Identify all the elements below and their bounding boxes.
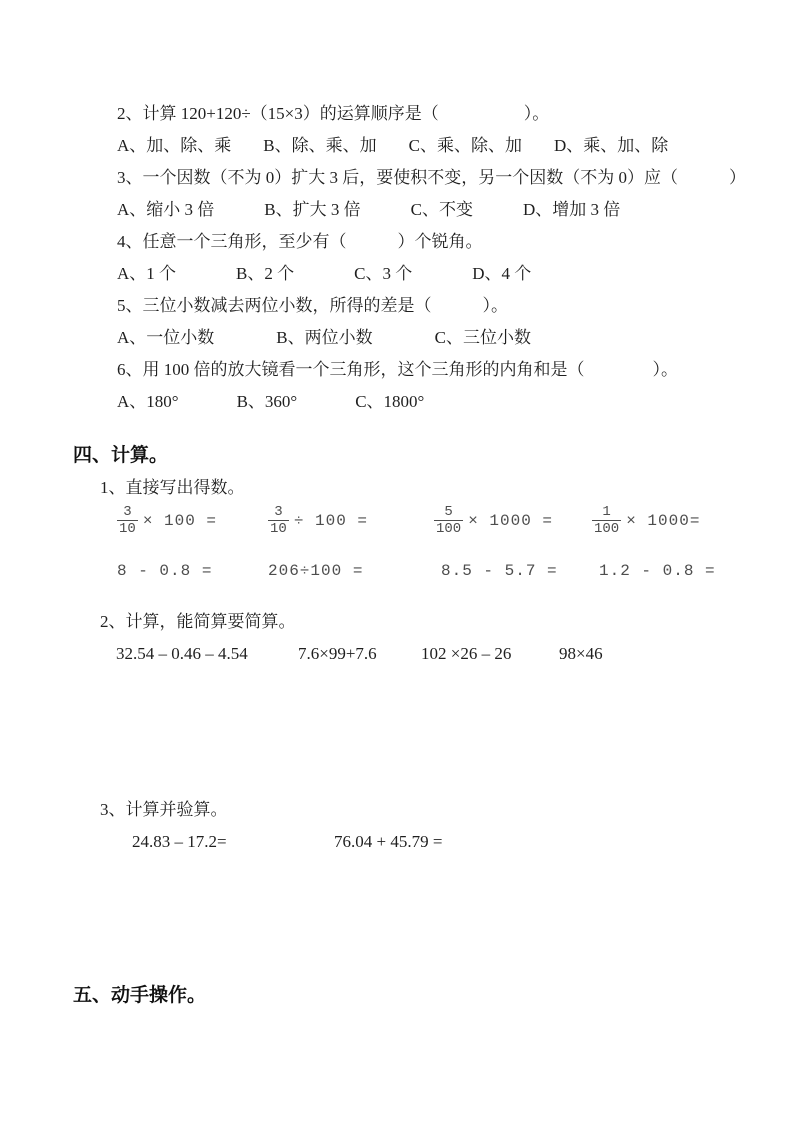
- option-a: A、缩小 3 倍: [117, 200, 215, 219]
- question-2-text: 2、计算 120+120÷（15×3）的运算顺序是（ ）。: [117, 104, 550, 123]
- calc-expression: 98×46: [559, 644, 603, 663]
- fraction-numerator: 1: [602, 504, 611, 520]
- option-c: C、不变: [410, 200, 473, 219]
- calc-expression: 76.04 + 45.79 =: [334, 832, 443, 851]
- question-5-options: [117, 322, 743, 354]
- fraction-numerator: 5: [444, 504, 453, 520]
- fraction-numerator: 3: [123, 504, 132, 520]
- option-a: A、一位小数: [117, 328, 215, 347]
- fraction-expression: [434, 504, 553, 537]
- fraction-operation: ÷ 100 =: [293, 511, 369, 530]
- fraction-denominator: 100: [436, 521, 462, 538]
- fraction: [434, 504, 463, 537]
- fraction-numerator: 3: [274, 504, 283, 520]
- calc-expression: 24.83 – 17.2=: [132, 832, 227, 851]
- fraction-operation: × 100 =: [142, 511, 218, 530]
- calc-expression: 206÷100 =: [268, 562, 364, 580]
- choice-question-list: [117, 98, 746, 418]
- fraction-denominator: 10: [119, 521, 136, 538]
- option-d: D、乘、加、除: [553, 136, 669, 155]
- calc-expression: 8.5 - 5.7 =: [441, 562, 558, 580]
- direct-calc-fraction-row: [73, 504, 743, 556]
- option-b: B、2 个: [236, 264, 295, 283]
- question-6-options: [117, 386, 743, 418]
- verify-calc-row: [73, 826, 743, 858]
- option-b: B、两位小数: [276, 328, 373, 347]
- fraction-expression: [592, 504, 700, 537]
- calc-expression: 1.2 - 0.8 =: [599, 562, 716, 580]
- option-b: B、360°: [236, 392, 298, 411]
- question-6-text: 6、用 100 倍的放大镜看一个三角形，这个三角形的内角和是（ ）。: [117, 360, 678, 379]
- question-3-options: [117, 194, 743, 226]
- subitem-simplify-label: 2、计算，能简算要简算。: [100, 612, 296, 631]
- fraction: [592, 504, 621, 537]
- fraction: [268, 504, 289, 537]
- fraction-operation: × 1000 =: [468, 511, 554, 530]
- option-c: C、3 个: [354, 264, 413, 283]
- subitem-direct-calc-label: 1、直接写出得数。: [100, 478, 245, 497]
- option-c: C、三位小数: [434, 328, 531, 347]
- fraction-expression: [268, 504, 368, 537]
- question-3-text: 3、一个因数（不为 0）扩大 3 后，要使积不变，另一个因数（不为 0）应（ ）: [117, 168, 746, 187]
- option-c: C、乘、除、加: [408, 136, 522, 155]
- question-4-text: 4、任意一个三角形，至少有（ ）个锐角。: [117, 232, 483, 251]
- section-heading-hands-on: 五、动手操作。: [73, 985, 207, 1006]
- option-a: A、180°: [117, 392, 179, 411]
- fraction-denominator: 10: [270, 521, 287, 538]
- question-4-options: [117, 258, 743, 290]
- calc-expression: 8 - 0.8 =: [117, 562, 213, 580]
- option-a: A、1 个: [117, 264, 177, 283]
- option-a: A、加、除、乘: [117, 136, 232, 155]
- option-d: D、增加 3 倍: [522, 200, 621, 219]
- option-d: D、4 个: [472, 264, 532, 283]
- option-c: C、1800°: [355, 392, 425, 411]
- option-b: B、除、乘、加: [263, 136, 377, 155]
- direct-calc-row: [73, 556, 743, 586]
- calc-expression: 7.6×99+7.6: [298, 644, 377, 663]
- subitem-verify-label: 3、计算并验算。: [100, 800, 228, 819]
- fraction-expression: [117, 504, 217, 537]
- section-heading-calculation: 四、计算。: [73, 445, 169, 466]
- fraction-denominator: 100: [594, 521, 620, 538]
- question-2-options: [117, 130, 743, 162]
- question-5-text: 5、三位小数减去两位小数，所得的差是（ ）。: [117, 296, 508, 315]
- fraction: [117, 504, 138, 537]
- calc-expression: 32.54 – 0.46 – 4.54: [116, 644, 248, 663]
- calc-expression: 102 ×26 – 26: [421, 644, 512, 663]
- option-b: B、扩大 3 倍: [264, 200, 361, 219]
- simplify-calc-row: [73, 638, 743, 670]
- fraction-operation: × 1000=: [626, 511, 701, 530]
